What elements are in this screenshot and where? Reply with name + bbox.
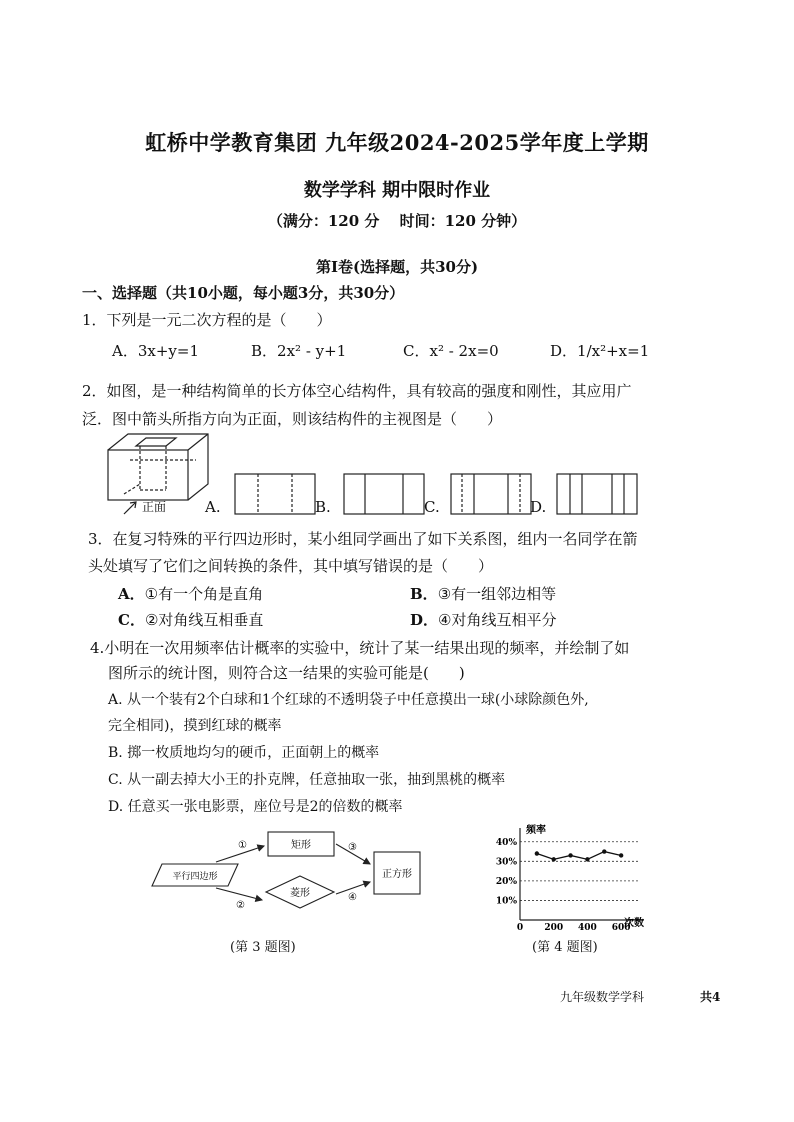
y-tick-label: 10% (495, 896, 517, 907)
q2-option-a-label: A. (205, 498, 221, 516)
q1-option-c: C．x² - 2x=0 (403, 342, 499, 360)
q4-option-b: B. 掷一枚质地均匀的硬币，正面朝上的概率 (108, 745, 380, 761)
data-point (585, 857, 589, 861)
mark-4: ④ (348, 892, 357, 903)
q2-option-b-view (343, 473, 425, 515)
q2-option-b-label: B. (315, 498, 331, 516)
q4-line2: 图所示的统计图，则符合这一结果的实验可能是( ) (108, 664, 465, 682)
q3-option-b: B．③有一组邻边相等 (410, 585, 557, 603)
x-tick-label: 600 (611, 923, 631, 933)
q4-figure-caption: (第 4 题图) (532, 940, 598, 955)
q4-option-a-line2: 完全相同)，摸到红球的概率 (108, 718, 282, 734)
x-tick-label: 400 (578, 923, 597, 933)
data-point (619, 853, 623, 857)
q2-option-c-label: C. (424, 498, 440, 516)
y-axis-label: 频率 (526, 825, 546, 836)
y-tick-label: 30% (495, 857, 517, 868)
data-point (535, 851, 539, 855)
square-label: 正方形 (382, 869, 412, 880)
q3-line2: 头处填写了它们之间转换的条件，其中填写错误的是（ ） (88, 557, 494, 575)
data-point (568, 853, 572, 857)
q4-line1: 4.小明在一次用频率估计概率的实验中，统计了某一结果出现的频率，并绘制了如 (90, 639, 630, 657)
exam-subtitle: 数学学科 期中限时作业 (303, 180, 491, 201)
y-tick-label: 40% (495, 837, 517, 848)
score-time: （满分：120 分 时间：120 分钟） (267, 212, 527, 230)
x-axis-label: 次数 (624, 918, 644, 929)
part-heading: 第Ⅰ卷(选择题，共30分) (315, 258, 479, 276)
mark-3: ③ (348, 842, 357, 853)
parallelogram-label: 平行四边形 (172, 872, 218, 882)
mark-1: ① (238, 840, 247, 851)
q1-option-b: B．2x² - y+1 (251, 342, 347, 360)
data-point (602, 849, 606, 853)
q3-line1: 3．在复习特殊的平行四边形时，某小组同学画出了如下关系图，组内一名同学在箭 (88, 530, 638, 548)
q4-option-d: D. 任意买一张电影票，座位号是2的倍数的概率 (108, 799, 403, 815)
x-tick-label: 0 (516, 923, 524, 933)
q1-option-a: A．3x+y=1 (112, 342, 200, 360)
rectangle-label: 矩形 (291, 840, 311, 851)
exam-title: 虹桥中学教育集团 九年级2024-2025学年度上学期 (145, 130, 649, 155)
series-line (537, 852, 621, 860)
x-tick-label: 200 (544, 923, 564, 933)
q3-figure-caption: (第 3 题图) (230, 940, 296, 955)
rhombus-label: 菱形 (290, 888, 310, 899)
q4-frequency-chart (488, 820, 658, 933)
section-heading: 一、选择题（共10小题，每小题3分，共30分） (82, 284, 405, 302)
data-point (552, 857, 556, 861)
q2-line1: 2．如图，是一种结构简单的长方体空心结构件，具有较高的强度和刚性，其应用广 (82, 382, 632, 400)
q4-option-c: C. 从一副去掉大小王的扑克牌，任意抽取一张，抽到黑桃的概率 (108, 772, 506, 788)
q3-option-d: D．④对角线互相平分 (410, 611, 557, 629)
y-tick-label: 20% (495, 876, 517, 887)
q3-option-a: A．①有一个角是直角 (118, 585, 264, 603)
q1-stem: 1．下列是一元二次方程的是（ ） (82, 311, 332, 329)
q2-front-label: 正面 (142, 500, 167, 514)
q2-option-a-view (234, 473, 316, 515)
mark-2: ② (236, 900, 245, 911)
q3-relation-diagram (150, 826, 430, 926)
q1-option-d: D．1/x²+x=1 (550, 342, 650, 360)
q2-option-d-view (556, 473, 638, 515)
q3-option-c: C．②对角线互相垂直 (118, 611, 264, 629)
q2-option-c-view (450, 473, 532, 515)
footer-subject: 九年级数学学科 (560, 990, 645, 1004)
q2-option-d-label: D. (530, 498, 547, 516)
q4-option-a-line1: A. 从一个装有2个白球和1个红球的不透明袋子中任意摸出一球(小球除颜色外, (108, 692, 589, 708)
footer-pages: 共4 (700, 990, 721, 1004)
q2-line2: 泛．图中箭头所指方向为正面，则该结构件的主视图是（ ） (82, 410, 503, 428)
